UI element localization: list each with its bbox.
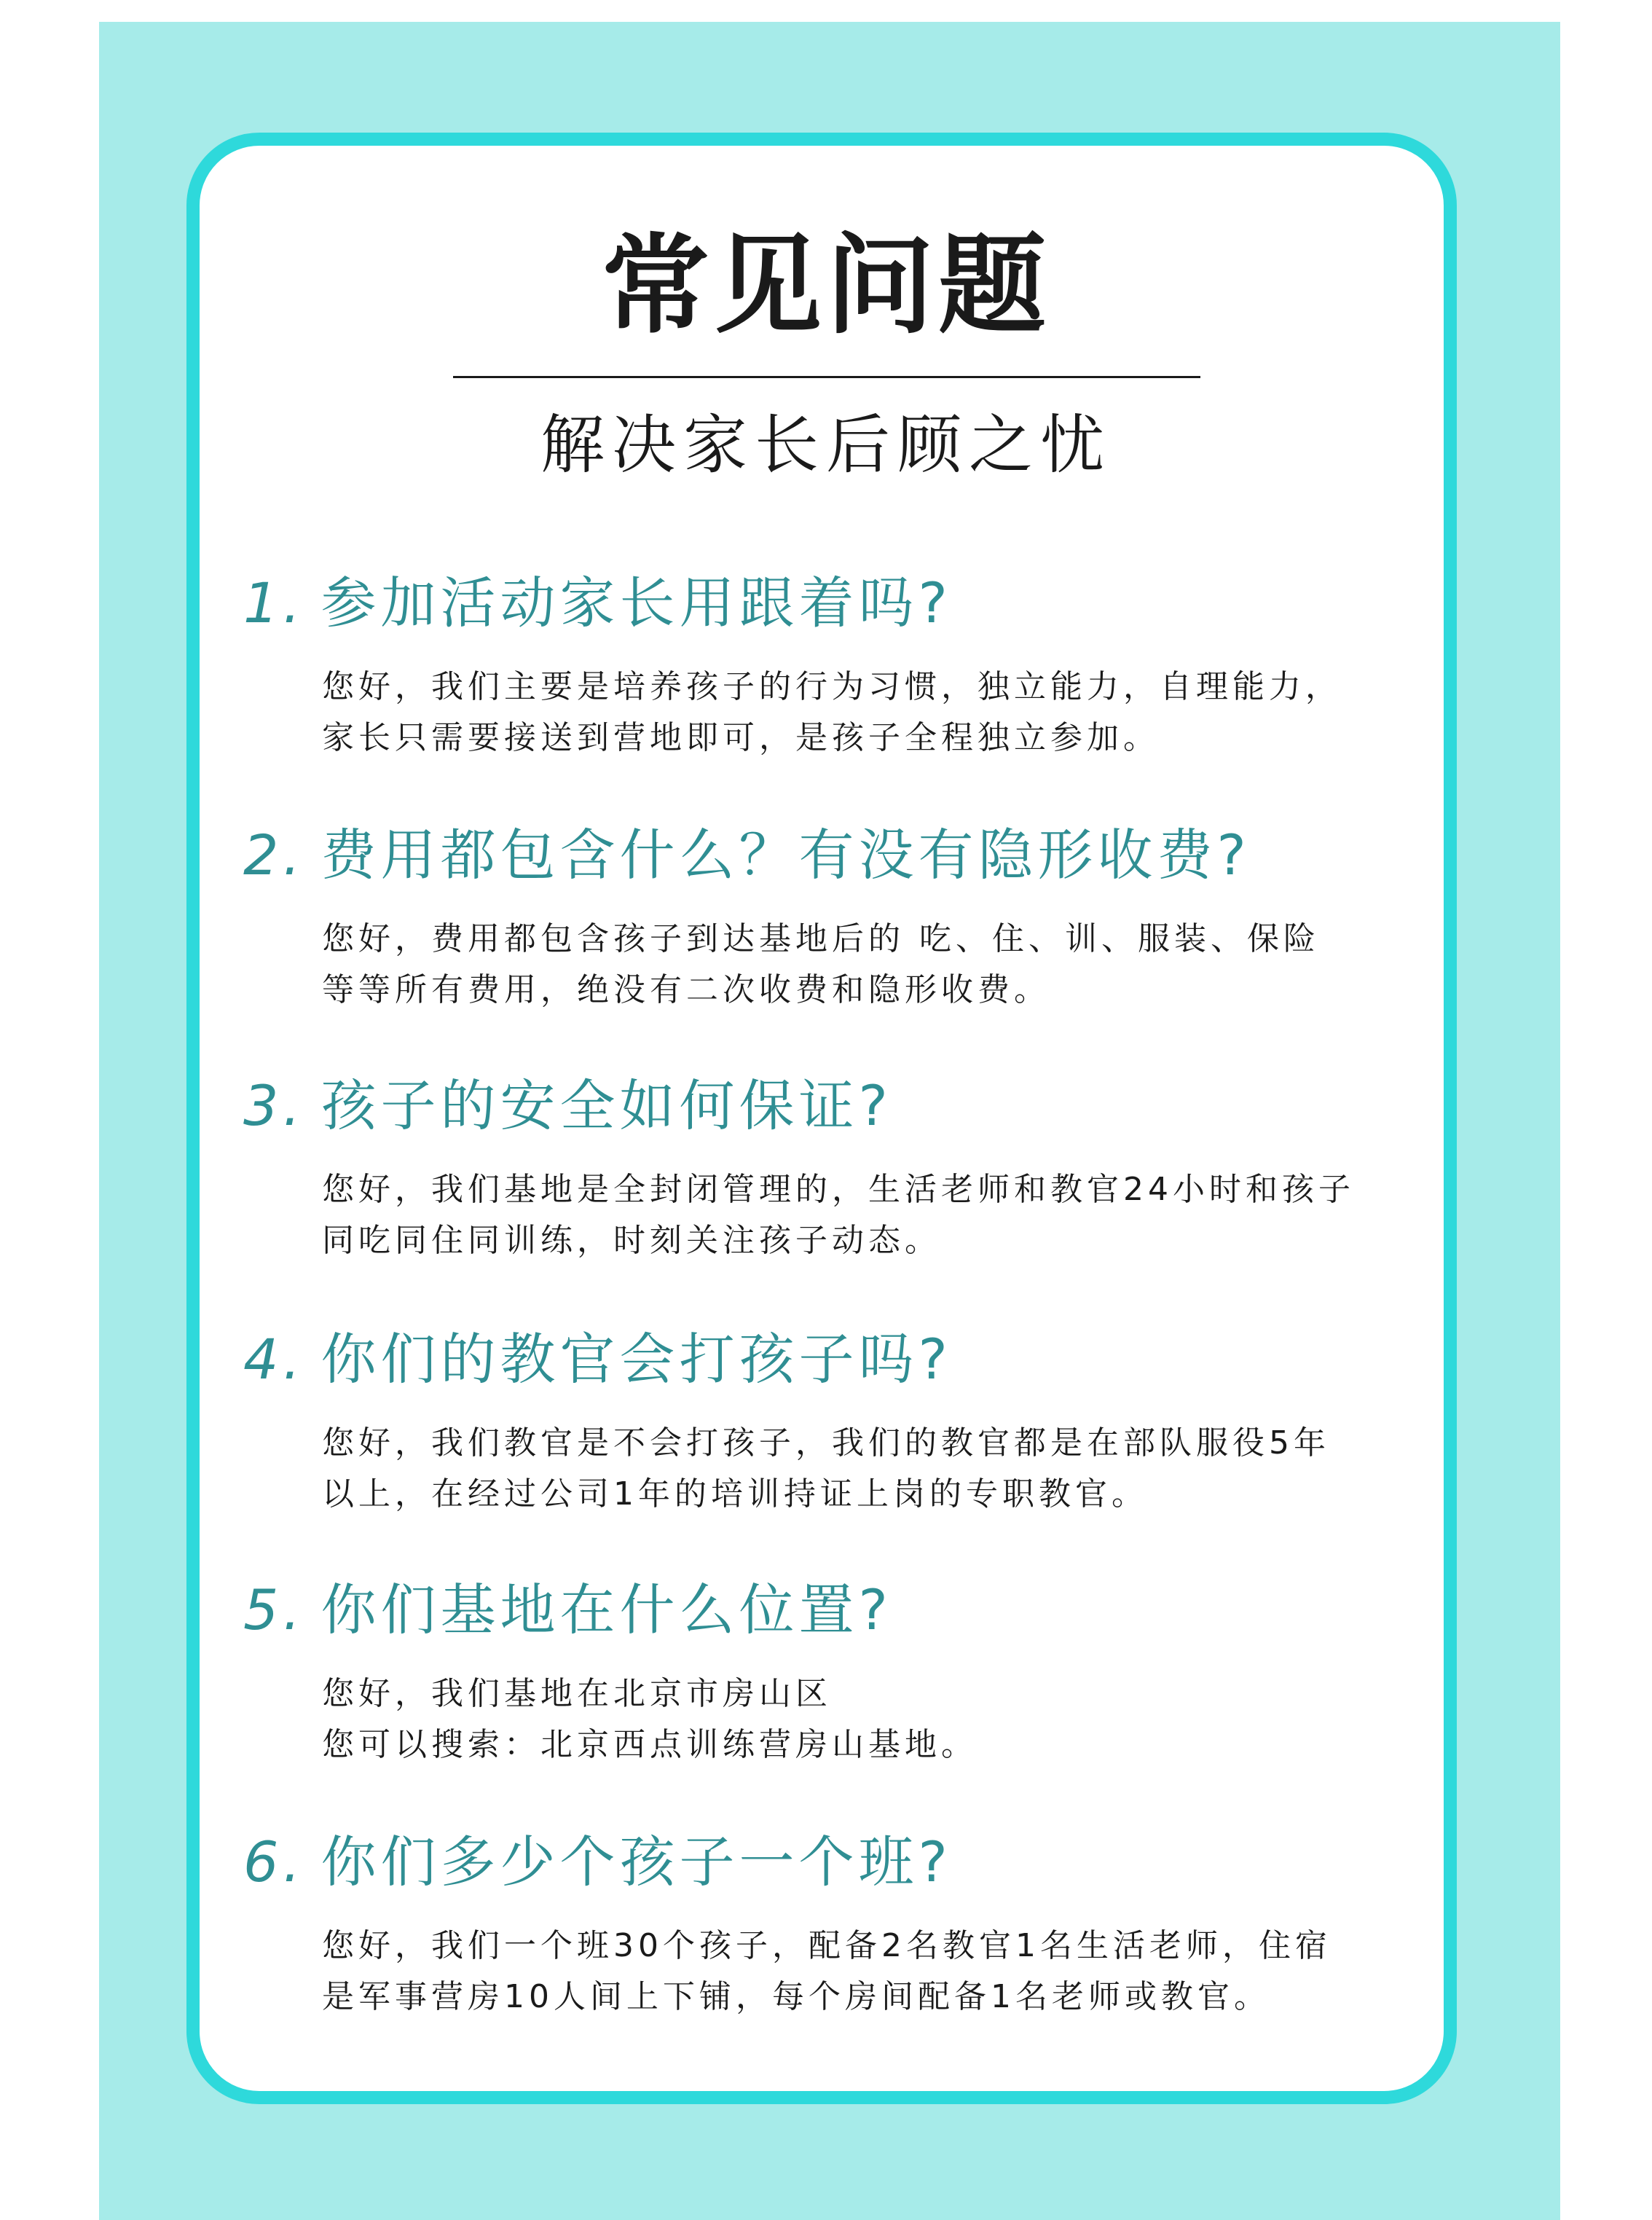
faq-question-text: 你们的教官会打孩子吗? <box>320 1327 952 1392</box>
faq-item-1 <box>243 567 1438 764</box>
faq-answer-line: 同吃同住同训练，时刻关注孩子动态。 <box>322 1222 941 1259</box>
faq-answer <box>322 914 1438 1016</box>
faq-answer <box>322 1668 1438 1770</box>
faq-question <box>243 1826 1438 1899</box>
faq-answer-line: 您好，我们基地在北京市房山区 <box>322 1675 832 1712</box>
faq-item-5 <box>243 1574 1438 1770</box>
faq-answer <box>322 1164 1438 1266</box>
faq-answer <box>322 1418 1438 1520</box>
faq-item-2 <box>243 819 1438 1016</box>
faq-question-text: 孩子的安全如何保证? <box>320 1073 892 1138</box>
faq-number: 4. <box>243 1327 305 1392</box>
faq-number: 5. <box>243 1577 305 1642</box>
faq-question <box>243 1070 1438 1142</box>
faq-answer <box>322 662 1438 764</box>
faq-number: 3. <box>243 1073 305 1138</box>
faq-item-3 <box>243 1070 1438 1266</box>
faq-answer <box>322 1921 1438 2023</box>
faq-answer-line: 您好，我们教官是不会打孩子，我们的教官都是在部队服役5年 <box>322 1424 1330 1462</box>
faq-item-6 <box>243 1826 1438 2023</box>
faq-answer-line: 您好，我们基地是全封闭管理的，生活老师和教官24小时和孩子 <box>322 1171 1355 1208</box>
faq-number: 2. <box>243 823 305 887</box>
faq-answer-line: 您可以搜索：北京西点训练营房山基地。 <box>322 1726 978 1763</box>
faq-question <box>243 567 1438 640</box>
page-subtitle: 解决家长后顾之忧 <box>540 407 1112 482</box>
faq-number: 6. <box>243 1829 305 1894</box>
faq-answer-line: 您好，费用都包含孩子到达基地后的 吃、住、训、服装、保险 <box>322 920 1320 957</box>
faq-answer-line: 等等所有费用，绝没有二次收费和隐形收费。 <box>322 971 1050 1008</box>
faq-question <box>243 1574 1438 1647</box>
faq-question-text: 你们多少个孩子一个班? <box>320 1829 952 1894</box>
faq-question-text: 费用都包含什么？有没有隐形收费? <box>320 823 1251 887</box>
faq-question-text: 参加活动家长用跟着吗? <box>320 570 952 635</box>
faq-question <box>243 1323 1438 1396</box>
faq-answer-line: 您好，我们主要是培养孩子的行为习惯，独立能力，自理能力， <box>322 668 1342 705</box>
title-divider <box>453 376 1200 378</box>
faq-answer-line: 您好，我们一个班30个孩子，配备2名教官1名生活老师，住宿 <box>322 1927 1332 1964</box>
faq-answer-line: 是军事营房10人间上下铺，每个房间配备1名老师或教官。 <box>322 1978 1270 2015</box>
faq-answer-line: 以上，在经过公司1年的培训持证上岗的专职教官。 <box>322 1475 1148 1513</box>
faq-number: 1. <box>243 570 305 635</box>
faq-question-text: 你们基地在什么位置? <box>320 1577 892 1642</box>
faq-item-4 <box>243 1323 1438 1520</box>
faq-question <box>243 819 1438 892</box>
faq-answer-line: 家长只需要接送到营地即可，是孩子全程独立参加。 <box>322 719 1160 756</box>
page-title: 常见问题 <box>602 223 1050 348</box>
